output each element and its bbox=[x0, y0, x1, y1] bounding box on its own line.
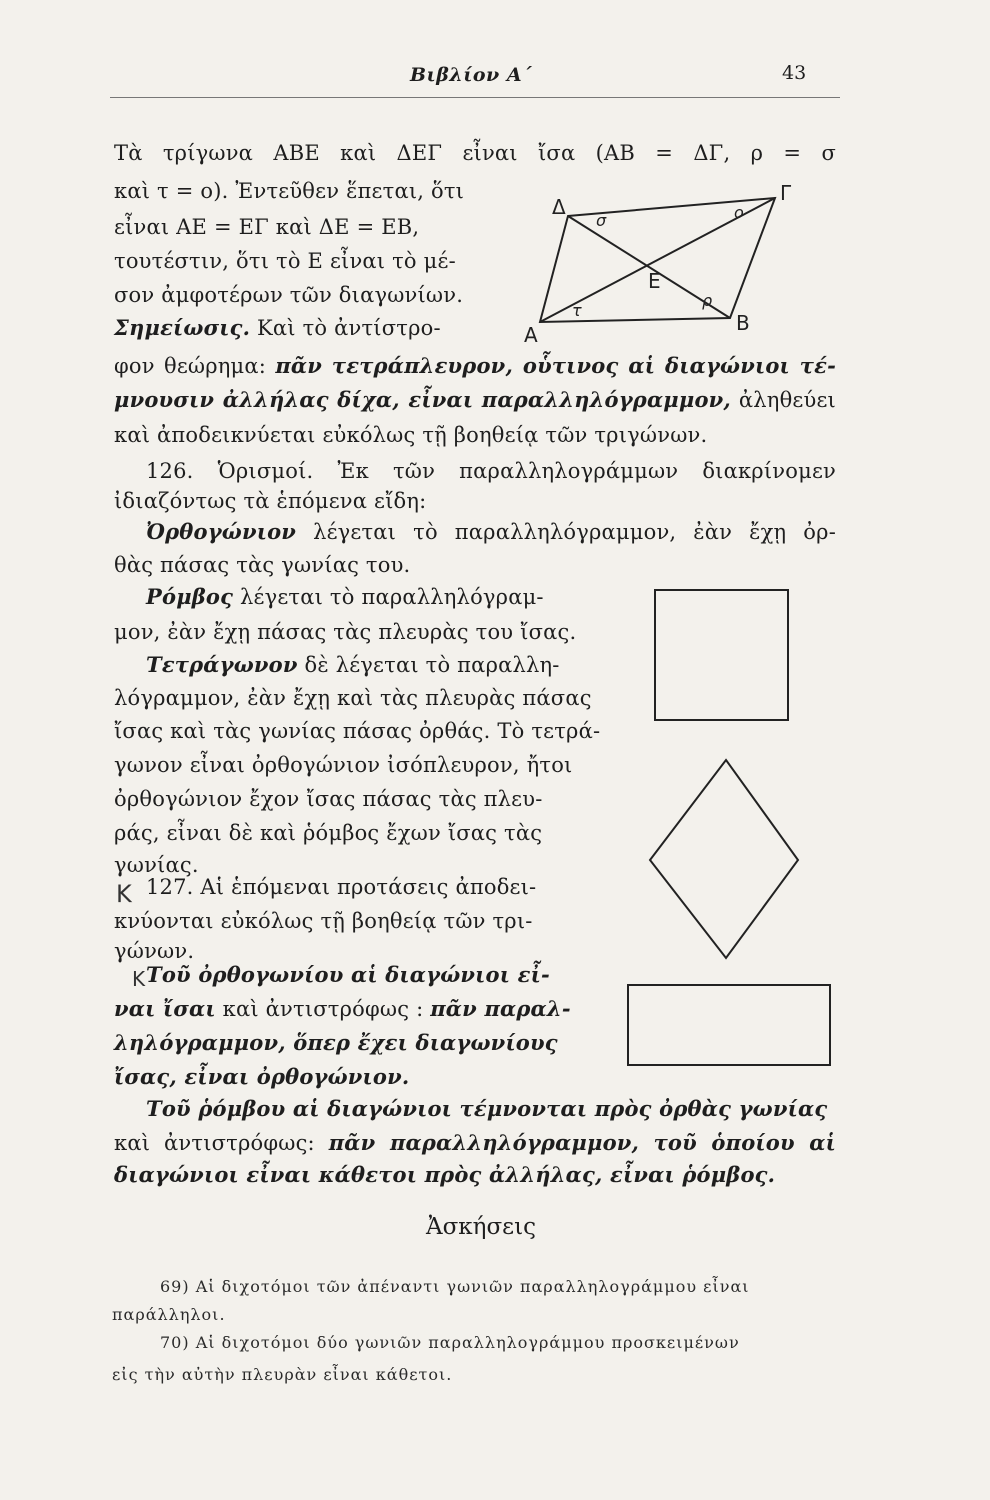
text-line: μον, ἐὰν ἔχῃ πάσας τὰς πλευρὰς του ἴσας. bbox=[114, 620, 577, 644]
text-line: σον ἀμφοτέρων τῶν διαγωνίων. bbox=[114, 283, 464, 307]
exercise-70-line-2: εἰς τὴν αὐτὴν πλευρὰν εἶναι κάθετοι. bbox=[112, 1365, 453, 1384]
section-title: Ὁρισμοί. bbox=[217, 459, 314, 483]
vertex-G-label: Γ bbox=[780, 181, 792, 205]
text-span: Ἐκ τῶν παραλληλογράμμων διακρίνομεν bbox=[313, 459, 836, 483]
vertex-D-label: Δ bbox=[552, 195, 566, 219]
angle-o-label: ο bbox=[734, 203, 744, 222]
rhombus-figure bbox=[650, 760, 798, 958]
rectangle-figure bbox=[655, 590, 788, 720]
text-line: εἶναι ΑΕ = ΕΓ καὶ ΔΕ = ΕΒ, bbox=[114, 215, 420, 239]
text-span: καὶ ἀντιστρόφως: bbox=[114, 1131, 329, 1155]
theorem-text: μνουσιν ἀλλήλας δίχα, εἶναι παραλληλόγραμμον, bbox=[114, 387, 731, 412]
text-span: δὲ λέγεται τὸ παραλλη- bbox=[297, 653, 560, 677]
text-span: ἀληθεύει bbox=[730, 388, 836, 412]
note-label: Σημείωσις. bbox=[114, 315, 251, 340]
text-line: γωνον εἶναι ὀρθογώνιον ἰσόπλευρον, ἤτοι bbox=[114, 753, 573, 777]
text-span: λέγεται τὸ παραλληλόγραμμον, ἐὰν ἔχῃ ὀρ- bbox=[296, 520, 836, 544]
exercise-69-line-1: 69) Αἱ διχοτόμοι τῶν ἀπέναντι γωνιῶν παραλληλογράμμου εἶναι bbox=[160, 1277, 750, 1296]
theorem-text: πᾶν παραλ- bbox=[430, 996, 571, 1021]
text-span: Καὶ τὸ ἀντίστρο- bbox=[250, 316, 441, 340]
margin-handwritten-mark: Κ bbox=[116, 880, 132, 908]
margin-handwritten-mark: Κ bbox=[132, 967, 146, 991]
theorem-text: διαγώνιοι εἶναι κάθετοι πρὸς ἀλλήλας, εἶναι ῥόμβος. bbox=[114, 1162, 776, 1187]
theorem-text: Τοῦ ῥόμβου αἱ διαγώνιοι τέμνονται πρὸς ὀρθὰς γωνίας bbox=[146, 1096, 828, 1121]
square-figure bbox=[628, 985, 830, 1065]
text-span: καὶ ἀντιστρόφως : bbox=[215, 997, 431, 1021]
term-label: Ρόμβος bbox=[146, 584, 234, 609]
text-line: λόγραμμον, ἐὰν ἔχῃ καὶ τὰς πλευρὰς πάσας bbox=[114, 686, 592, 710]
angle-rho-label: ρ bbox=[702, 291, 713, 310]
theorem-text: Τοῦ ὀρθογωνίου αἱ διαγώνιοι εἶ- bbox=[146, 962, 550, 987]
section-number: 126. bbox=[146, 459, 218, 483]
exercises-heading: Ἀσκήσεις bbox=[426, 1214, 536, 1240]
text-line: Τὰ τρίγωνα ΑΒΕ καὶ ΔΕΓ εἶναι ἴσα (ΑΒ = ΔΓ, ρ = σ bbox=[114, 141, 836, 165]
exercise-69-line-2: παράλληλοι. bbox=[112, 1305, 226, 1324]
text-line: καὶ ἀποδεικνύεται εὐκόλως τῇ βοηθείᾳ τῶν τριγώνων. bbox=[114, 423, 708, 447]
text-span: φον θεώρημα: bbox=[114, 354, 276, 378]
angle-tau-label: τ bbox=[572, 301, 582, 320]
text-line: θὰς πάσας τὰς γωνίας του. bbox=[114, 553, 411, 577]
text-line: καὶ τ = ο). Ἐντεῦθεν ἕπεται, ὅτι bbox=[114, 179, 465, 203]
exercise-70-line-1: 70) Αἱ διχοτόμοι δύο γωνιῶν παραλληλογράμμου προσκειμένων bbox=[160, 1333, 740, 1352]
theorem-text: ληλόγραμμον, ὅπερ ἔχει διαγωνίους bbox=[114, 1030, 558, 1055]
text-line: γωνίας. bbox=[114, 853, 199, 877]
text-line: ὀρθογώνιον ἔχον ἴσας πάσας τὰς πλευ- bbox=[114, 787, 543, 811]
theorem-text: ἴσας, εἶναι ὀρθογώνιον. bbox=[114, 1064, 410, 1089]
text-line: γώνων. bbox=[114, 939, 195, 963]
theorem-text: πᾶν παραλληλόγραμμον, τοῦ ὁποίου αἱ bbox=[328, 1130, 836, 1155]
text-line: τουτέστιν, ὅτι τὸ Ε εἶναι τὸ μέ- bbox=[114, 249, 456, 273]
text-line: ἴσας καὶ τὰς γωνίας πάσας ὀρθάς. Τὸ τετρά- bbox=[114, 719, 601, 743]
term-label: Τετράγωνον bbox=[146, 652, 298, 677]
center-E-label: Ε bbox=[648, 269, 661, 293]
term-label: Ὀρθογώνιον bbox=[146, 519, 297, 544]
page-number: 43 bbox=[782, 62, 807, 84]
text-line: 127. Αἱ ἑπόμεναι προτάσεις ἀποδει- bbox=[146, 875, 537, 899]
text-span: λέγεται τὸ παραλληλόγραμ- bbox=[233, 585, 544, 609]
angle-sigma-label: σ bbox=[596, 211, 607, 230]
theorem-text: πᾶν τετράπλευρον, οὗτινος αἱ διαγώνιοι τέ- bbox=[275, 353, 837, 378]
vertex-A-label: Α bbox=[524, 323, 538, 347]
theorem-text: ναι ἴσαι bbox=[114, 996, 216, 1021]
text-line: ἰδιαζόντως τὰ ἑπόμενα εἴδη: bbox=[114, 489, 427, 513]
vertex-B-label: Β bbox=[736, 311, 750, 335]
running-header-title: Βιβλίον Α΄ bbox=[410, 64, 533, 86]
text-line: κνύονται εὐκόλως τῇ βοηθείᾳ τῶν τρι- bbox=[114, 909, 533, 933]
text-line: ράς, εἶναι δὲ καὶ ῥόμβος ἔχων ἴσας τὰς bbox=[114, 821, 543, 845]
